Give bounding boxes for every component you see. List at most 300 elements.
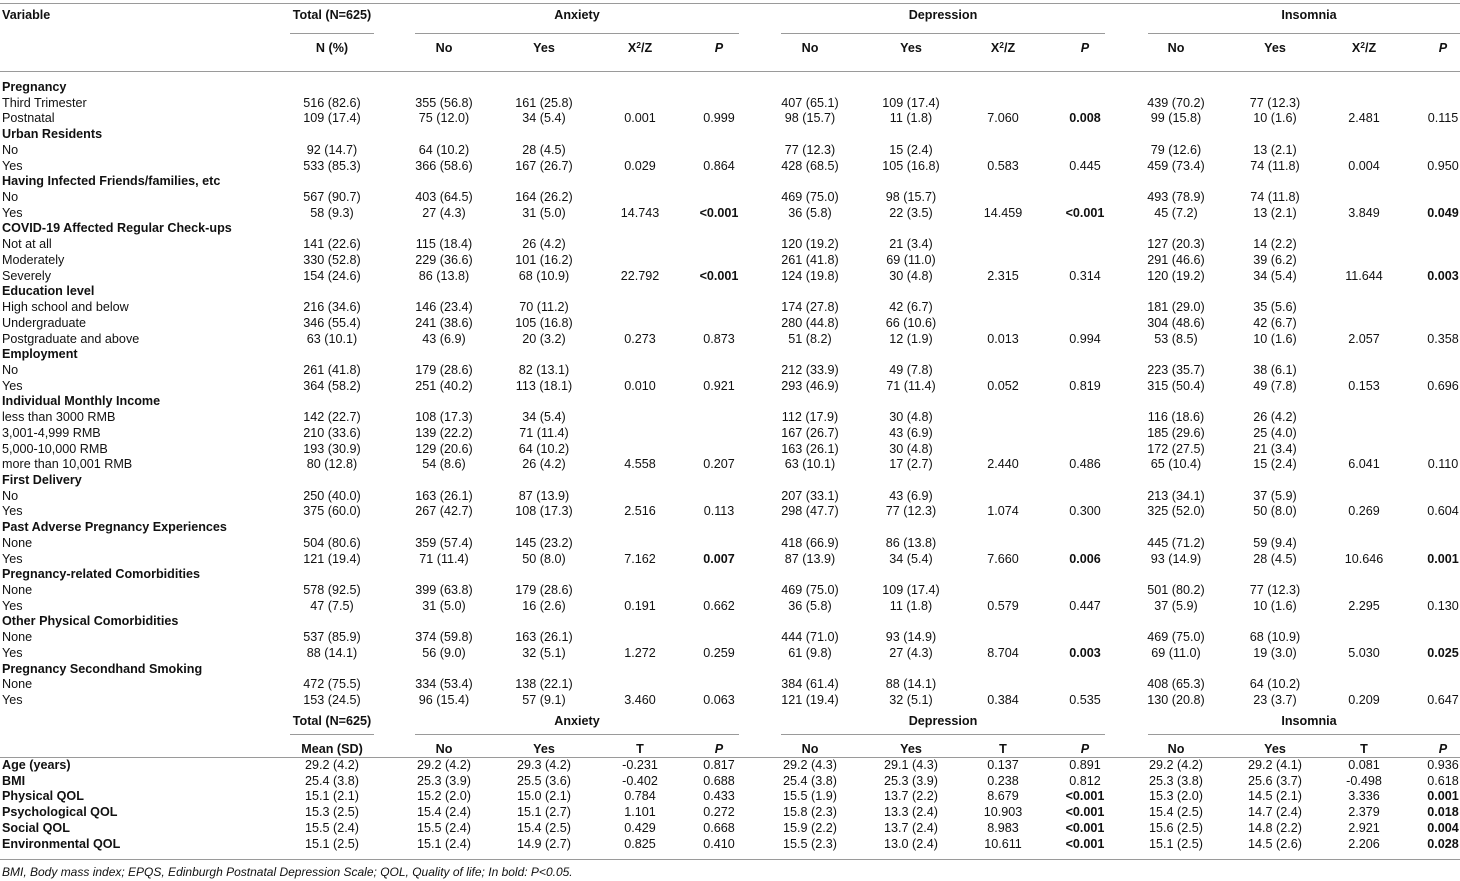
depression-yes-header: Yes [900, 41, 922, 55]
cell-d-1: 42 (6.7) [889, 300, 933, 315]
cell-d-0: 261 (41.8) [781, 252, 839, 267]
cell-a-0: 267 (42.7) [415, 504, 473, 519]
cell-i-0: 445 (71.2) [1147, 535, 1205, 550]
cell-a-3: 0.063 [703, 693, 735, 708]
cell-i-3: 0.001 [1427, 789, 1459, 804]
row-label: No [2, 362, 19, 377]
cell-d-1: 13.0 (2.4) [884, 836, 938, 851]
cell-a-1: 64 (10.2) [518, 441, 570, 456]
cell-i-2: 11.644 [1345, 268, 1383, 283]
cell-d-1: 98 (15.7) [885, 190, 937, 205]
cell-a-2: -0.402 [622, 773, 658, 788]
cell-d-0: 280 (44.8) [781, 315, 839, 330]
cell-a-2: 1.101 [624, 805, 656, 820]
cell-d-1: 77 (12.3) [885, 504, 937, 519]
cell-i-3: 0.049 [1427, 205, 1459, 220]
cell-total: 142 (22.7) [303, 410, 361, 425]
cell-i-2: -0.498 [1346, 773, 1382, 788]
cell-a-1: 164 (26.2) [515, 190, 573, 205]
cell-i-1: 42 (6.7) [1253, 315, 1297, 330]
insomnia-yes-header: Yes [1264, 41, 1286, 55]
cell-a-1: 28 (4.5) [522, 142, 566, 157]
anxiety-underline [415, 33, 739, 34]
depression-yes-header2: Yes [900, 742, 922, 756]
cell-a-3: 0.864 [703, 158, 735, 173]
anxiety-yes-header: Yes [533, 41, 555, 55]
cell-i-0: 181 (29.0) [1147, 300, 1205, 315]
header-variable: Variable [2, 8, 51, 22]
cell-i-0: 25.3 (3.8) [1149, 773, 1203, 788]
cell-d-0: 61 (9.8) [788, 645, 832, 660]
cell-i-1: 39 (6.2) [1253, 252, 1297, 267]
cell-d-0: 25.4 (3.8) [783, 773, 837, 788]
cell-i-3: 0.950 [1427, 158, 1459, 173]
cell-i-1: 29.2 (4.1) [1248, 758, 1302, 772]
anxiety-p-header2: P [714, 742, 724, 756]
cell-a-0: 359 (57.4) [415, 535, 473, 550]
row-label: more than 10,001 RMB [2, 457, 133, 472]
cell-d-2: 8.704 [987, 645, 1019, 660]
cell-a-0: 29.2 (4.2) [417, 758, 471, 772]
row-label: 5,000-10,000 RMB [2, 441, 108, 456]
cell-d-3: <0.001 [1065, 836, 1105, 851]
cell-i-1: 37 (5.9) [1253, 488, 1297, 503]
continuous-label: Social QOL [2, 820, 70, 835]
row-label: Yes [2, 693, 23, 708]
cell-i-3: 0.028 [1427, 836, 1459, 851]
cell-i-1: 59 (9.4) [1253, 535, 1297, 550]
cell-d-0: 15.9 (2.2) [783, 820, 837, 835]
cell-i-3: 0.130 [1427, 598, 1459, 613]
row-label: Severely [2, 268, 51, 283]
cell-d-1: 43 (6.9) [889, 488, 933, 503]
cell-total: 472 (75.5) [303, 677, 361, 692]
top-rule [0, 3, 1460, 4]
cell-a-3: 0.873 [703, 331, 735, 346]
depression-p-header2: P [1080, 742, 1090, 756]
header2-underline [1148, 734, 1460, 735]
cell-d-1: 109 (17.4) [882, 583, 940, 598]
cell-a-1: 29.3 (4.2) [517, 758, 571, 772]
section-title: Pregnancy-related Comorbidities [2, 567, 201, 582]
cell-d-3: 0.994 [1069, 331, 1101, 346]
cell-d-1: 25.3 (3.9) [884, 773, 938, 788]
cell-d-3: 0.447 [1069, 598, 1101, 613]
cell-d-1: 69 (11.0) [886, 252, 936, 267]
cell-d-0: 469 (75.0) [781, 583, 839, 598]
cell-i-3: 0.115 [1427, 111, 1459, 126]
cell-i-1: 13 (2.1) [1253, 142, 1297, 157]
cell-total: 15.5 (2.4) [305, 820, 359, 835]
cell-a-1: 15.4 (2.5) [517, 820, 571, 835]
cell-i-1: 77 (12.3) [1249, 95, 1301, 110]
cell-a-2: 0.784 [624, 789, 656, 804]
cell-a-3: 0.007 [703, 551, 735, 566]
cell-i-2: 0.269 [1348, 504, 1380, 519]
cell-i-1: 26 (4.2) [1253, 410, 1297, 425]
cell-a-0: 54 (8.6) [422, 457, 466, 472]
header2-mean-sd: Mean (SD) [301, 742, 363, 756]
cell-i-0: 69 (11.0) [1151, 645, 1201, 660]
cell-a-2: 7.162 [624, 551, 656, 566]
cell-total: 154 (24.6) [303, 268, 361, 283]
cell-i-0: 408 (65.3) [1147, 677, 1205, 692]
cell-total: 578 (92.5) [303, 583, 361, 598]
cell-a-2: 0.010 [624, 378, 656, 393]
cell-d-2: 2.315 [987, 268, 1019, 283]
cell-d-0: 112 (17.9) [781, 410, 839, 425]
cell-d-0: 407 (65.1) [781, 95, 839, 110]
cell-i-2: 6.041 [1348, 457, 1380, 472]
cell-i-1: 10 (1.6) [1253, 598, 1297, 613]
cell-i-2: 0.081 [1348, 758, 1380, 772]
cell-a-1: 70 (11.2) [519, 300, 569, 315]
cell-total: 29.2 (4.2) [305, 758, 359, 772]
cell-d-1: 66 (10.6) [885, 315, 937, 330]
cell-d-3: 0.008 [1069, 111, 1101, 126]
header-group-depression: Depression [908, 8, 978, 22]
cell-total: 210 (33.6) [303, 425, 361, 440]
cell-d-2: 0.579 [987, 598, 1019, 613]
cell-d-1: 11 (1.8) [889, 598, 933, 613]
cell-i-1: 25.6 (3.7) [1248, 773, 1302, 788]
cell-total: 375 (60.0) [303, 504, 361, 519]
cell-a-0: 179 (28.6) [415, 362, 473, 377]
cell-a-1: 26 (4.2) [522, 457, 566, 472]
cell-d-1: 105 (16.8) [882, 158, 940, 173]
cell-i-3: 0.647 [1427, 693, 1459, 708]
cell-i-0: 15.6 (2.5) [1149, 820, 1203, 835]
cell-total: 25.4 (3.8) [305, 773, 359, 788]
cell-d-2: 0.137 [987, 758, 1019, 772]
cell-i-3: 0.696 [1427, 378, 1459, 393]
cell-d-0: 98 (15.7) [784, 111, 836, 126]
cell-d-1: 15 (2.4) [889, 142, 933, 157]
header2-underline [781, 734, 1105, 735]
cell-i-0: 493 (78.9) [1147, 190, 1205, 205]
cell-d-0: 167 (26.7) [781, 425, 839, 440]
cell-i-0: 15.1 (2.5) [1149, 836, 1203, 851]
cell-i-2: 3.849 [1348, 205, 1380, 220]
section-title: Other Physical Comorbidities [2, 614, 179, 629]
cell-d-1: 29.1 (4.3) [884, 758, 938, 772]
cell-total: 15.3 (2.5) [305, 805, 359, 820]
insomnia-underline [1148, 33, 1460, 34]
cell-d-1: 49 (7.8) [889, 362, 933, 377]
cell-a-1: 34 (5.4) [522, 410, 566, 425]
cell-total: 109 (17.4) [303, 111, 361, 126]
cell-i-2: 0.153 [1348, 378, 1380, 393]
cell-d-1: 43 (6.9) [889, 425, 933, 440]
cell-total: 504 (80.6) [303, 535, 361, 550]
continuous-label: Environmental QOL [2, 836, 121, 851]
cell-d-2: 0.238 [987, 773, 1019, 788]
header2-group-insomnia: Insomnia [1281, 714, 1337, 728]
cell-d-1: 109 (17.4) [882, 95, 940, 110]
row-label: High school and below [2, 300, 129, 315]
cell-a-3: 0.433 [703, 789, 735, 804]
cell-total: 47 (7.5) [310, 598, 354, 613]
row-label: Yes [2, 551, 23, 566]
continuous-label: Physical QOL [2, 789, 84, 804]
cell-d-3: 0.445 [1069, 158, 1101, 173]
cell-a-2: 0.825 [624, 836, 656, 851]
cell-i-1: 38 (6.1) [1253, 362, 1297, 377]
cell-a-2: 2.516 [624, 504, 656, 519]
cell-d-3: 0.006 [1069, 551, 1101, 566]
cell-d-0: 36 (5.8) [788, 205, 832, 220]
row-label: Postgraduate and above [2, 331, 140, 346]
cell-a-2: 4.558 [624, 457, 656, 472]
cell-total: 88 (14.1) [306, 645, 358, 660]
cell-i-1: 25 (4.0) [1253, 425, 1297, 440]
cell-a-3: 0.921 [703, 378, 735, 393]
cell-d-3: <0.001 [1065, 820, 1105, 835]
cell-i-2: 2.481 [1348, 111, 1380, 126]
cell-a-2: 0.029 [624, 158, 656, 173]
cell-a-0: 75 (12.0) [418, 111, 470, 126]
cell-a-1: 50 (8.0) [522, 551, 566, 566]
section-title: Pregnancy Secondhand Smoking [2, 661, 203, 676]
cell-i-0: 79 (12.6) [1150, 142, 1202, 157]
cell-d-1: 17 (2.7) [889, 457, 933, 472]
cell-a-1: 31 (5.0) [522, 205, 566, 220]
cell-a-0: 43 (6.9) [422, 331, 466, 346]
cell-d-0: 15.8 (2.3) [783, 805, 837, 820]
cell-d-1: 86 (13.8) [885, 535, 937, 550]
cell-i-1: 74 (11.8) [1250, 158, 1300, 173]
cell-a-0: 334 (53.4) [415, 677, 473, 692]
cell-a-1: 105 (16.8) [515, 315, 573, 330]
section-title: Employment [2, 347, 78, 362]
cell-i-2: 2.057 [1348, 331, 1380, 346]
cell-d-0: 163 (26.1) [781, 441, 839, 456]
row-label: Yes [2, 504, 23, 519]
cell-a-0: 15.5 (2.4) [417, 820, 471, 835]
cell-d-0: 444 (71.0) [781, 630, 839, 645]
anxiety-yes-header2: Yes [533, 742, 555, 756]
cell-a-3: 0.999 [703, 111, 735, 126]
cell-i-3: 0.003 [1427, 268, 1459, 283]
cell-i-0: 45 (7.2) [1154, 205, 1198, 220]
insomnia-p-header2: P [1438, 742, 1448, 756]
cell-i-1: 68 (10.9) [1249, 630, 1301, 645]
cell-a-2: 22.792 [620, 268, 660, 283]
cell-i-0: 291 (46.6) [1147, 252, 1205, 267]
cell-a-0: 366 (58.6) [415, 158, 473, 173]
anxiety-p-header: P [714, 41, 724, 55]
cell-a-3: 0.410 [703, 836, 735, 851]
cell-d-0: 174 (27.8) [781, 300, 839, 315]
cell-d-0: 212 (33.9) [781, 362, 839, 377]
cell-d-0: 298 (47.7) [781, 504, 839, 519]
insomnia-p-header: P [1438, 41, 1448, 55]
cell-i-1: 13 (2.1) [1253, 205, 1297, 220]
cell-i-0: 459 (73.4) [1147, 158, 1205, 173]
cell-i-1: 50 (8.0) [1253, 504, 1297, 519]
cell-total: 193 (30.9) [303, 441, 361, 456]
footnote: BMI, Body mass index; EPQS, Edinburgh Postnatal Depression Scale; QOL, Quality of life; In bold: P<0.05. [2, 865, 573, 879]
cell-d-2: 0.013 [987, 331, 1019, 346]
cell-d-2: 8.679 [987, 789, 1019, 804]
cell-a-3: 0.662 [703, 598, 735, 613]
cell-d-1: 21 (3.4) [889, 237, 933, 252]
cell-a-0: 251 (40.2) [415, 378, 473, 393]
cell-d-2: 8.983 [987, 820, 1019, 835]
cell-i-1: 10 (1.6) [1253, 111, 1297, 126]
cell-total: 537 (85.9) [303, 630, 361, 645]
bottom-rule [0, 859, 1460, 860]
cell-d-1: 30 (4.8) [889, 441, 933, 456]
cell-a-0: 163 (26.1) [415, 488, 473, 503]
cell-d-0: 63 (10.1) [784, 457, 836, 472]
cell-a-3: 0.688 [703, 773, 735, 788]
cell-i-1: 14.5 (2.1) [1248, 789, 1302, 804]
cell-a-3: 0.113 [703, 504, 735, 519]
cell-total: 153 (24.5) [303, 693, 361, 708]
cell-d-1: 30 (4.8) [889, 268, 933, 283]
cell-a-2: 0.429 [624, 820, 656, 835]
cell-i-1: 64 (10.2) [1249, 677, 1301, 692]
cell-a-0: 374 (59.8) [415, 630, 473, 645]
cell-i-1: 35 (5.6) [1253, 300, 1297, 315]
row-label: less than 3000 RMB [2, 410, 116, 425]
cell-d-2: 14.459 [983, 205, 1023, 220]
row-label: Third Trimester [2, 95, 87, 110]
row-label: Yes [2, 378, 23, 393]
cell-d-2: 10.611 [984, 836, 1022, 851]
cell-i-3: 0.110 [1427, 457, 1459, 472]
cell-i-2: 3.336 [1348, 789, 1380, 804]
row-label: Not at all [2, 237, 52, 252]
cell-a-3: 0.668 [703, 820, 735, 835]
cell-d-1: 34 (5.4) [889, 551, 933, 566]
cell-d-2: 0.384 [987, 693, 1019, 708]
anxiety-no-header: No [435, 41, 453, 55]
cell-i-1: 77 (12.3) [1249, 583, 1301, 598]
cell-a-2: 0.001 [624, 111, 656, 126]
cell-d-2: 0.583 [987, 158, 1019, 173]
cell-i-1: 15 (2.4) [1253, 457, 1297, 472]
cell-a-1: 145 (23.2) [515, 535, 573, 550]
cell-d-0: 87 (13.9) [784, 551, 836, 566]
cell-i-2: 10.646 [1344, 551, 1384, 566]
cell-i-0: 304 (48.6) [1147, 315, 1205, 330]
cell-d-0: 51 (8.2) [788, 331, 832, 346]
cell-d-3: 0.003 [1069, 645, 1101, 660]
cell-i-2: 0.209 [1348, 693, 1380, 708]
header2-group-depression: Depression [908, 714, 978, 728]
cell-a-3: 0.817 [703, 758, 735, 772]
section-title: Past Adverse Pregnancy Experiences [2, 520, 227, 535]
cell-i-1: 10 (1.6) [1253, 331, 1297, 346]
cell-total: 80 (12.8) [306, 457, 358, 472]
cell-d-0: 121 (19.4) [781, 693, 839, 708]
cell-d-3: 0.535 [1069, 693, 1101, 708]
cell-d-0: 29.2 (4.3) [783, 758, 837, 772]
cell-a-0: 25.3 (3.9) [417, 773, 471, 788]
header2-underline [290, 734, 374, 735]
row-label: Yes [2, 205, 23, 220]
cell-a-0: 139 (22.2) [415, 425, 473, 440]
cell-a-1: 57 (9.1) [522, 693, 566, 708]
cell-a-2: 1.272 [624, 645, 656, 660]
cell-a-1: 101 (16.2) [515, 252, 573, 267]
cell-i-0: 127 (20.3) [1147, 237, 1205, 252]
cell-i-1: 14 (2.2) [1253, 237, 1297, 252]
cell-i-0: 185 (29.6) [1147, 425, 1205, 440]
cell-total: 58 (9.3) [310, 205, 354, 220]
cell-d-1: 71 (11.4) [886, 378, 936, 393]
insomnia-chi-z-header: $X^2/Z$ [1351, 40, 1377, 55]
cell-d-1: 88 (14.1) [885, 677, 937, 692]
cell-a-2: -0.231 [622, 758, 658, 772]
section-title: Education level [2, 284, 95, 299]
cell-i-0: 130 (20.8) [1147, 693, 1205, 708]
section-title: COVID-19 Affected Regular Check-ups [2, 221, 232, 236]
cell-d-0: 15.5 (2.3) [783, 836, 837, 851]
section-title: First Delivery [2, 473, 82, 487]
cell-d-1: 12 (1.9) [889, 331, 933, 346]
cell-total: 216 (34.6) [303, 300, 361, 315]
cell-a-0: 129 (20.6) [415, 441, 473, 456]
cell-i-0: 469 (75.0) [1147, 630, 1205, 645]
cell-d-3: <0.001 [1065, 805, 1105, 820]
section-title: Individual Monthly Income [2, 394, 161, 409]
cell-i-3: 0.004 [1427, 820, 1459, 835]
total-underline [290, 33, 374, 34]
cell-i-2: 2.379 [1348, 805, 1380, 820]
continuous-label: Age (years) [2, 758, 71, 772]
cell-a-2: 0.191 [624, 598, 656, 613]
depression-no-header2: No [801, 742, 819, 756]
row-label: Postnatal [2, 111, 55, 126]
cell-i-0: 93 (14.9) [1150, 551, 1202, 566]
cell-d-1: 22 (3.5) [889, 205, 933, 220]
cell-a-0: 146 (23.4) [415, 300, 473, 315]
cell-d-0: 124 (19.8) [781, 268, 839, 283]
depression-t-header2: T [999, 742, 1007, 756]
cell-a-0: 115 (18.4) [415, 237, 473, 252]
header-bottom-rule [0, 71, 1460, 72]
cell-a-3: <0.001 [699, 205, 739, 220]
cell-a-0: 108 (17.3) [415, 410, 473, 425]
depression-p-header: P [1080, 41, 1090, 55]
cell-a-2: 14.743 [620, 205, 660, 220]
cell-i-0: 15.3 (2.0) [1149, 789, 1203, 804]
row-label: Undergraduate [2, 315, 87, 330]
depression-underline [781, 33, 1105, 34]
cell-a-0: 15.4 (2.4) [417, 805, 471, 820]
cell-i-0: 99 (15.8) [1150, 111, 1202, 126]
cell-d-1: 30 (4.8) [889, 410, 933, 425]
cell-total: 63 (10.1) [306, 331, 358, 346]
cell-total: 15.1 (2.1) [305, 789, 359, 804]
cell-total: 533 (85.3) [303, 158, 361, 173]
cell-a-1: 68 (10.9) [518, 268, 570, 283]
cell-i-0: 439 (70.2) [1147, 95, 1205, 110]
cell-d-2: 2.440 [987, 457, 1019, 472]
cell-i-3: 0.358 [1427, 331, 1459, 346]
continuous-label: Psychological QOL [2, 805, 118, 820]
cell-i-0: 65 (10.4) [1150, 457, 1202, 472]
cell-total: 141 (22.6) [303, 237, 361, 252]
row-label: None [2, 677, 33, 692]
cell-i-1: 49 (7.8) [1253, 378, 1297, 393]
header-group-insomnia: Insomnia [1281, 8, 1337, 22]
cell-d-3: <0.001 [1065, 789, 1105, 804]
cell-i-1: 74 (11.8) [1250, 190, 1300, 205]
